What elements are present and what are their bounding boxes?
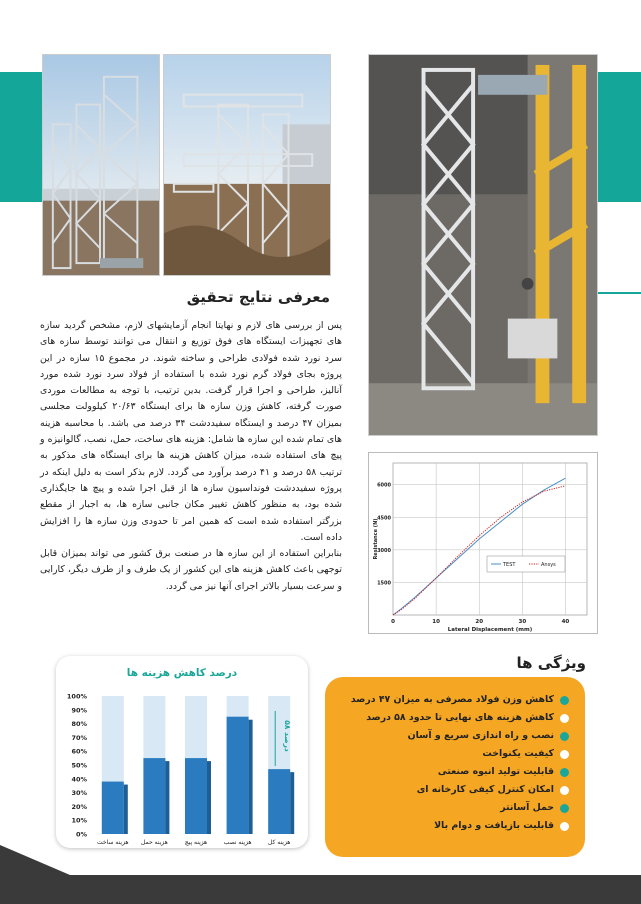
y-tick-label: 90% [71,706,87,715]
bullet-dot-icon [560,786,569,795]
feature-item-label: امکان کنترل کیفی کارخانه ای [416,784,554,795]
line-chart-svg [369,453,599,635]
feature-item [351,763,569,781]
photo-truss-towers [42,54,160,276]
y-tick-label: 100% [66,692,87,701]
x-tick-label: هزینه پیچ [184,839,208,846]
bar-shadow [124,785,128,834]
bar [185,758,207,834]
x-tick-label: هزینه نصب [223,839,252,846]
chart-legend [487,556,565,572]
legend-label: TEST [503,562,516,568]
bottom-band [0,875,641,904]
bar [227,717,249,834]
x-tick-label: هزینه ساخت [97,839,129,846]
bar-shadow [290,772,294,834]
feature-item [351,745,569,763]
y-tick-label: 10% [71,816,87,825]
photo-substation-structure [163,54,331,276]
features-panel [325,677,585,857]
x-tick-label: 20 [475,619,484,625]
y-axis-label: Resistance (N) [373,518,379,560]
x-tick-label: 10 [432,619,440,625]
feature-item [351,799,569,817]
y-tick-label: 1500 [377,580,391,587]
bullet-dot-icon [560,696,569,705]
x-tick-label: هزینه حمل [140,839,168,846]
bar-shadow [207,761,211,834]
feature-item [351,781,569,799]
feature-item-label: کاهش وزن فولاد مصرفی به میزان ۴۷ درصد [350,694,554,705]
y-tick-label: 40% [71,775,87,784]
y-tick-label: 3000 [377,547,391,554]
feature-item-label: کیفیت یکنواخت [482,748,554,759]
photo-lab-test-rig [368,54,598,436]
bar-shadow [165,761,169,834]
feature-item-label: نصب و راه اندازی سریع و آسان [407,730,554,741]
y-tick-label: 20% [71,802,87,811]
y-tick-label: 70% [71,733,87,742]
feature-item-label: کاهش هزینه های نهایی تا حدود ۵۸ درصد [366,712,554,723]
y-tick-label: 0% [75,830,87,839]
line-chart [368,452,598,634]
bar-annotation: ۵۸ درصد [283,720,293,752]
y-tick-label: 60% [71,747,87,756]
feature-item-label: قابلیت بازیافت و دوام بالا [434,820,554,831]
bar-chart-card [56,656,308,848]
bar-shadow [249,720,253,834]
bar [268,769,290,834]
feature-item [351,817,569,835]
x-tick-label: 0 [391,619,395,625]
research-section-title: معرفی نتایج تحقیق [186,288,330,306]
bullet-dot-icon [560,750,569,759]
bar [102,782,124,834]
research-paragraph-1: پس از بررسی های لازم و نهایتا انجام آزمایشهای لازم، مشخص گردید سازه های تجهیزات ایستگاه های فوق توزیع و انتقال می توانند توسط سازه های سرد نورد شده فولادی طراحی و ساخته شوند. در مجموع ۱۵ سازه در این پروژه بجای فولاد گرم نورد شده با استفاده از فولاد سرد نورد شده مورد آنالیز، طراحی و اجرا قرار گرفت. بدین ترتیب، با توجه به مطالعات موردی صورت گرفته، کاهش وزن سازه ها برای ایستگاه ۲۰/۶۳ کیلوولت مجلسی بمیزان ۴۷ درصد و ایستگاه سفیددشت ۳۴ درصد می باشد. با محاسبه هزینه های تمام شده این سازه ها شامل: هزینه های ساخت، حمل، نصب، گالوانیزه و پیچ های استفاده شده، میزان کاهش هزینه ها برای ایستگاه های مذکور به ترتیب ۵۸ درصد و ۴۱ درصد برآورد می گردد. لازم بذکر است به دلیل اینکه در پروژه سفیددشت فونداسیون سازه ها از قبل اجرا شده و پیچ ها جایگذاری شده بود، به منظور کاهش تغییر مکان جانبی سازه ها، به اجبار از مقطع بزرگتر استفاده شده است که همین امر تا حدودی وزن سازه ها را افزایش داده است. [40,320,343,543]
y-tick-label: 50% [71,761,87,770]
bullet-dot-icon [560,714,569,723]
bullet-dot-icon [560,768,569,777]
feature-item [351,727,569,745]
y-tick-label: 4500 [377,515,391,522]
research-paragraph-2: بنابراین استفاده از این سازه ها در صنعت برق کشور می تواند بمیزان قابل توجهی باعث کاهش هزینه های این کشور از یک طرف و از طرف دیگر، کارایی و سرعت بسیار بالاتر اجرای آنها نیز می گردد. [40,548,342,592]
teal-band-left [0,72,42,202]
bullet-dot-icon [560,804,569,813]
bullet-dot-icon [560,732,569,741]
research-body-text [40,318,342,595]
x-tick-label: هزینه کل [267,839,291,846]
x-axis-label: Lateral Displacement (mm) [447,627,533,633]
y-tick-label: 30% [71,789,87,798]
x-tick-label: 40 [561,619,570,625]
y-tick-label: 6000 [377,482,391,489]
y-tick-label: 80% [71,720,87,729]
bar-chart-svg [56,656,308,848]
feature-item [351,709,569,727]
bullet-dot-icon [560,822,569,831]
feature-item [351,691,569,709]
feature-list [351,691,569,835]
feature-item-label: قابلیت تولید انبوه صنعتی [437,766,554,777]
bottom-wedge [0,845,70,875]
feature-item-label: حمل آسانتر [500,802,554,813]
x-tick-label: 30 [518,619,527,625]
teal-band-right [598,72,641,202]
legend-label: Ansys [541,562,556,568]
bar [143,758,165,834]
bar-chart-title: درصد کاهش هزینه ها [126,667,238,679]
features-title: ویژگی ها [516,654,586,672]
